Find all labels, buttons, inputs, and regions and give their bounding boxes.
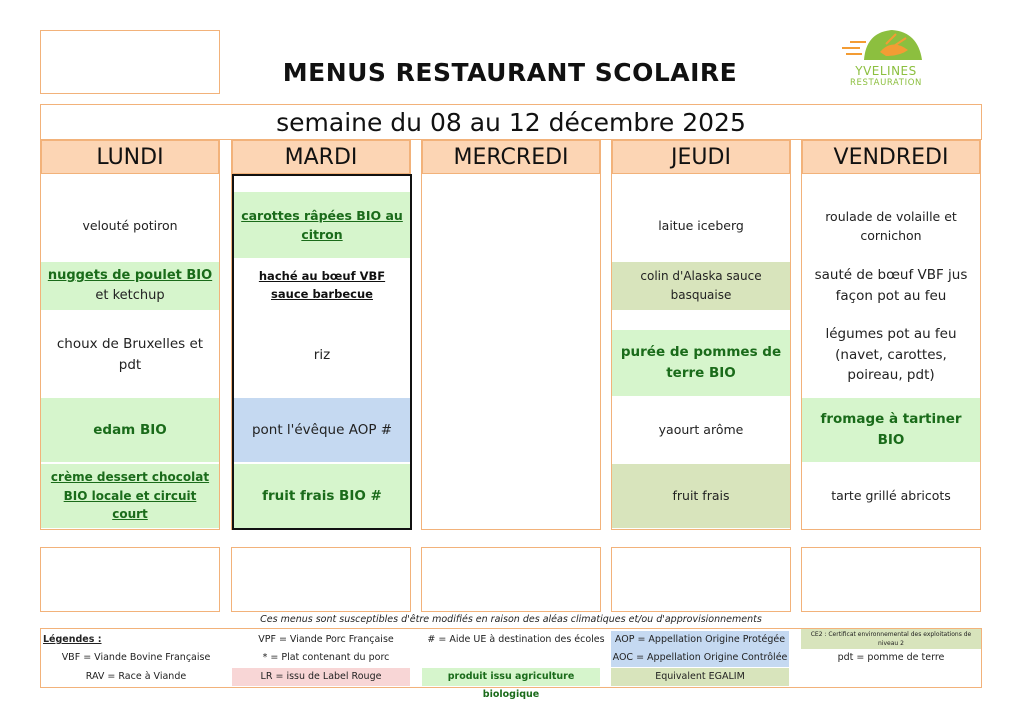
day-column-jeudi (611, 140, 791, 530)
legend-label-rouge: LR = issu de Label Rouge (232, 668, 410, 686)
menu-item (41, 262, 219, 310)
day-column-mercredi (421, 140, 601, 530)
empty-cell (611, 547, 791, 612)
legend-aoc: AOC = Appellation Origine Contrôlée (611, 649, 789, 667)
menu-item: crème dessert chocolat BIO locale et circuit court (41, 464, 219, 528)
menu-item: roulade de volaille et cornichon (825, 208, 957, 243)
menu-item: fruit frais BIO # (234, 464, 410, 528)
menu-item: carottes râpées BIO au citron (234, 192, 410, 258)
menu-item: laitue iceberg (658, 218, 744, 234)
menu-item: choux de Bruxelles et pdt (56, 336, 204, 373)
brand-subtitle: RESTAURATION (850, 78, 922, 88)
legend-egalim: Equivalent EGALIM (611, 668, 789, 686)
legend-porc: * = Plat contenant du porc (262, 652, 390, 663)
menu-item: edam BIO (41, 398, 219, 462)
menu-item: sauté de bœuf VBF jus façon pot au feu (814, 267, 968, 304)
legend (40, 628, 982, 700)
empty-cell (421, 547, 601, 612)
menu-item: pont l'évêque AOP # (234, 398, 410, 462)
menu-item-side: et ketchup (95, 288, 165, 303)
week-heading: semaine du 08 au 12 décembre 2025 (40, 104, 982, 140)
day-header-mercredi: MERCREDI (422, 140, 600, 174)
legend-ce2: CE2 : Certificat environnemental des exploitations de niveau 2 (801, 629, 981, 649)
legend-vbf: VBF = Viande Bovine Française (61, 652, 211, 663)
legend-bio: produit issu agriculture biologique (422, 668, 600, 686)
brand-logo-icon (836, 22, 936, 66)
menu-item-main: nuggets de poulet BIO (47, 267, 213, 283)
day-column-lundi (40, 140, 220, 530)
empty-cell (231, 547, 411, 612)
menu-item: fruit frais (612, 464, 790, 528)
menu-item: purée de pommes de terre BIO (612, 330, 790, 396)
menu-item: tarte grillé abricots (831, 488, 951, 504)
empty-cell (40, 547, 220, 612)
legend-aop: AOP = Appellation Origine Protégée (611, 631, 789, 649)
legend-vpf: VPF = Viande Porc Française (258, 634, 394, 645)
menu-item: colin d'Alaska sauce basquaise (612, 262, 790, 310)
legend-pdt: pdt = pomme de terre (837, 652, 945, 663)
menu-item: haché au bœuf VBF sauce barbecue (258, 269, 386, 301)
menu-item: velouté potiron (82, 218, 178, 234)
legend-rav: RAV = Race à Viande (85, 671, 187, 682)
day-header-vendredi: VENDREDI (802, 140, 980, 174)
day-header-jeudi: JEUDI (612, 140, 790, 174)
day-column-vendredi (801, 140, 981, 530)
logo-placeholder (40, 30, 220, 94)
empty-cell (801, 547, 981, 612)
menu-item: fromage à tartiner BIO (802, 398, 980, 462)
page-title: MENUS RESTAURANT SCOLAIRE (282, 58, 738, 87)
disclaimer: Ces menus sont susceptibles d'être modifiés en raison des aléas climatiques et/ou d'approvisionnements (260, 614, 762, 625)
legend-aide-ue: # = Aide UE à destination des écoles (427, 634, 605, 645)
brand-logo (836, 22, 946, 92)
day-column-mardi (231, 140, 411, 530)
day-header-mardi: MARDI (232, 140, 410, 174)
legend-title: Légendes : (43, 634, 102, 645)
menu-item: yaourt arôme (658, 422, 744, 438)
menu-item: légumes pot au feu (navet, carottes, poireau, pdt) (825, 325, 957, 384)
menu-item: riz (313, 346, 331, 363)
brand-name: YVELINES (855, 64, 917, 78)
day-header-lundi: LUNDI (41, 140, 219, 174)
